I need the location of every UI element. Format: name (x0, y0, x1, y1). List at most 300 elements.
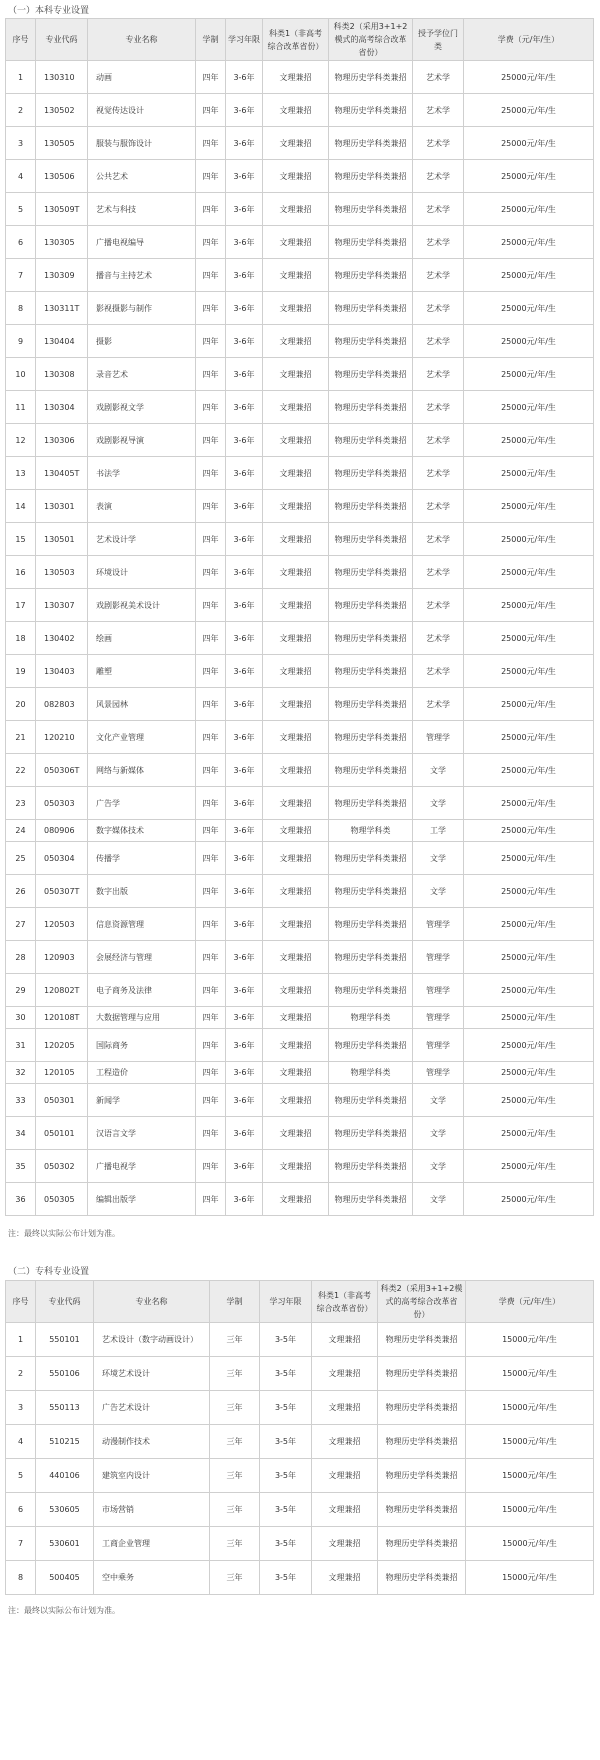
table-row (6, 1561, 594, 1595)
cell-system: 四年 (196, 875, 226, 908)
cell-years: 3-6年 (226, 908, 263, 941)
cell-years: 3-6年 (226, 754, 263, 787)
cell-cat1: 文理兼招 (263, 490, 329, 523)
cell-cat1: 文理兼招 (263, 1183, 329, 1216)
cell-seq: 9 (6, 325, 36, 358)
cell-system: 三年 (210, 1425, 260, 1459)
section1-title: （一）本科专业设置 (8, 6, 90, 16)
cell-degree: 艺术学 (413, 94, 464, 127)
cell-cat2: 物理历史学科类兼招 (329, 721, 413, 754)
cell-cat2: 物理历史学科类兼招 (329, 1150, 413, 1183)
cell-fee: 25000元/年/生 (464, 941, 594, 974)
cell-code: 130308 (36, 358, 88, 391)
cell-degree: 艺术学 (413, 259, 464, 292)
cell-cat2: 物理历史学科类兼招 (378, 1425, 466, 1459)
cell-system: 四年 (196, 787, 226, 820)
cell-code: 050302 (36, 1150, 88, 1183)
cell-years: 3-6年 (226, 94, 263, 127)
cell-system: 四年 (196, 622, 226, 655)
cell-years: 3-6年 (226, 1084, 263, 1117)
table-row (6, 1425, 594, 1459)
cell-years: 3-6年 (226, 490, 263, 523)
cell-years: 3-6年 (226, 226, 263, 259)
cell-fee: 25000元/年/生 (464, 1183, 594, 1216)
cell-years: 3-6年 (226, 358, 263, 391)
cell-cat2: 物理历史学科类兼招 (329, 908, 413, 941)
header-seq: 序号 (6, 19, 36, 61)
cell-fee: 15000元/年/生 (466, 1493, 594, 1527)
cell-cat2: 物理历史学科类兼招 (329, 226, 413, 259)
cell-degree: 艺术学 (413, 556, 464, 589)
cell-degree: 文学 (413, 787, 464, 820)
cell-years: 3-6年 (226, 688, 263, 721)
cell-code: 050303 (36, 787, 88, 820)
table-row (6, 259, 594, 292)
cell-fee: 25000元/年/生 (464, 688, 594, 721)
cell-cat1: 文理兼招 (263, 1117, 329, 1150)
cell-cat2: 物理历史学科类兼招 (329, 358, 413, 391)
cell-fee: 25000元/年/生 (464, 1150, 594, 1183)
cell-code: 130310 (36, 61, 88, 94)
header-code: 专业代码 (36, 19, 88, 61)
cell-years: 3-5年 (260, 1493, 312, 1527)
cell-cat1: 文理兼招 (263, 622, 329, 655)
cell-name: 动漫制作技术 (94, 1425, 210, 1459)
cell-code: 050304 (36, 842, 88, 875)
cell-years: 3-6年 (226, 1007, 263, 1029)
cell-cat1: 文理兼招 (263, 1062, 329, 1084)
cell-cat2: 物理历史学科类兼招 (329, 424, 413, 457)
cell-fee: 15000元/年/生 (466, 1391, 594, 1425)
cell-degree: 艺术学 (413, 589, 464, 622)
cell-cat1: 文理兼招 (263, 787, 329, 820)
cell-fee: 25000元/年/生 (464, 556, 594, 589)
cell-cat1: 文理兼招 (312, 1493, 378, 1527)
table-row (6, 1459, 594, 1493)
cell-cat2: 物理历史学科类兼招 (378, 1561, 466, 1595)
cell-code: 130306 (36, 424, 88, 457)
header-fee: 学费（元/年/生） (466, 1281, 594, 1323)
cell-system: 四年 (196, 688, 226, 721)
cell-code: 130304 (36, 391, 88, 424)
header-fee: 学费（元/年/生） (464, 19, 594, 61)
cell-seq: 28 (6, 941, 36, 974)
cell-seq: 13 (6, 457, 36, 490)
cell-code: 050305 (36, 1183, 88, 1216)
cell-years: 3-6年 (226, 941, 263, 974)
table-row (6, 1117, 594, 1150)
cell-seq: 16 (6, 556, 36, 589)
cell-cat2: 物理学科类 (329, 820, 413, 842)
cell-degree: 管理学 (413, 1007, 464, 1029)
cell-fee: 25000元/年/生 (464, 358, 594, 391)
table-row (6, 61, 594, 94)
table-row (6, 622, 594, 655)
cell-name: 汉语言文学 (88, 1117, 196, 1150)
cell-name: 网络与新媒体 (88, 754, 196, 787)
cell-degree: 文学 (413, 754, 464, 787)
cell-degree: 艺术学 (413, 490, 464, 523)
cell-seq: 14 (6, 490, 36, 523)
cell-seq: 10 (6, 358, 36, 391)
cell-name: 广播电视学 (88, 1150, 196, 1183)
cell-seq: 29 (6, 974, 36, 1007)
cell-seq: 1 (6, 1323, 36, 1357)
cell-degree: 管理学 (413, 941, 464, 974)
table-row (6, 1150, 594, 1183)
cell-system: 四年 (196, 358, 226, 391)
table-row (6, 226, 594, 259)
cell-code: 530605 (36, 1493, 94, 1527)
cell-seq: 32 (6, 1062, 36, 1084)
cell-fee: 15000元/年/生 (466, 1527, 594, 1561)
cell-name: 市场营销 (94, 1493, 210, 1527)
cell-seq: 27 (6, 908, 36, 941)
cell-code: 120903 (36, 941, 88, 974)
section2-note: 注：最终以实际公布计划为准。 (8, 1606, 120, 1615)
cell-cat1: 文理兼招 (263, 655, 329, 688)
cell-name: 建筑室内设计 (94, 1459, 210, 1493)
cell-code: 440106 (36, 1459, 94, 1493)
cell-name: 国际商务 (88, 1029, 196, 1062)
undergrad-majors-table (5, 18, 594, 1216)
cell-system: 四年 (196, 325, 226, 358)
cell-system: 四年 (196, 941, 226, 974)
cell-name: 戏剧影视导演 (88, 424, 196, 457)
table-row (6, 1357, 594, 1391)
cell-seq: 4 (6, 1425, 36, 1459)
cell-code: 130305 (36, 226, 88, 259)
cell-system: 四年 (196, 1084, 226, 1117)
cell-cat1: 文理兼招 (312, 1391, 378, 1425)
cell-code: 130311T (36, 292, 88, 325)
cell-cat1: 文理兼招 (263, 1029, 329, 1062)
cell-system: 四年 (196, 193, 226, 226)
cell-fee: 25000元/年/生 (464, 160, 594, 193)
cell-seq: 8 (6, 292, 36, 325)
cell-system: 四年 (196, 160, 226, 193)
cell-cat1: 文理兼招 (263, 908, 329, 941)
cell-cat1: 文理兼招 (312, 1527, 378, 1561)
cell-degree: 艺术学 (413, 391, 464, 424)
table-row (6, 1527, 594, 1561)
cell-cat1: 文理兼招 (263, 820, 329, 842)
cell-cat1: 文理兼招 (263, 358, 329, 391)
cell-years: 3-6年 (226, 1062, 263, 1084)
cell-cat2: 物理学科类 (329, 1007, 413, 1029)
cell-cat2: 物理历史学科类兼招 (329, 292, 413, 325)
cell-seq: 33 (6, 1084, 36, 1117)
cell-years: 3-6年 (226, 622, 263, 655)
cell-fee: 25000元/年/生 (464, 622, 594, 655)
cell-code: 130307 (36, 589, 88, 622)
cell-cat1: 文理兼招 (263, 292, 329, 325)
cell-code: 550113 (36, 1391, 94, 1425)
cell-cat1: 文理兼招 (263, 754, 329, 787)
cell-fee: 25000元/年/生 (464, 490, 594, 523)
cell-fee: 25000元/年/生 (464, 457, 594, 490)
cell-degree: 文学 (413, 875, 464, 908)
cell-degree: 文学 (413, 1084, 464, 1117)
cell-degree: 艺术学 (413, 424, 464, 457)
header-cat2: 科类2（采用3+1+2模式的高考综合改革省份） (378, 1281, 466, 1323)
cell-name: 绘画 (88, 622, 196, 655)
cell-years: 3-5年 (260, 1561, 312, 1595)
cell-seq: 19 (6, 655, 36, 688)
cell-cat2: 物理历史学科类兼招 (329, 875, 413, 908)
cell-cat2: 物理历史学科类兼招 (329, 787, 413, 820)
cell-years: 3-6年 (226, 787, 263, 820)
cell-years: 3-6年 (226, 1117, 263, 1150)
cell-seq: 6 (6, 226, 36, 259)
cell-code: 120105 (36, 1062, 88, 1084)
cell-seq: 20 (6, 688, 36, 721)
cell-code: 050301 (36, 1084, 88, 1117)
cell-cat2: 物理历史学科类兼招 (329, 391, 413, 424)
cell-degree: 管理学 (413, 721, 464, 754)
cell-seq: 26 (6, 875, 36, 908)
table-row (6, 1007, 594, 1029)
cell-cat2: 物理历史学科类兼招 (329, 457, 413, 490)
cell-name: 数字媒体技术 (88, 820, 196, 842)
cell-code: 130403 (36, 655, 88, 688)
cell-fee: 25000元/年/生 (464, 292, 594, 325)
cell-years: 3-6年 (226, 127, 263, 160)
cell-name: 艺术与科技 (88, 193, 196, 226)
cell-name: 动画 (88, 61, 196, 94)
cell-degree: 艺术学 (413, 358, 464, 391)
cell-degree: 工学 (413, 820, 464, 842)
cell-fee: 25000元/年/生 (464, 259, 594, 292)
cell-fee: 25000元/年/生 (464, 523, 594, 556)
cell-seq: 17 (6, 589, 36, 622)
header-name: 专业名称 (94, 1281, 210, 1323)
cell-system: 四年 (196, 589, 226, 622)
cell-cat1: 文理兼招 (263, 523, 329, 556)
table-row (6, 358, 594, 391)
table-row (6, 127, 594, 160)
cell-system: 四年 (196, 127, 226, 160)
cell-seq: 1 (6, 61, 36, 94)
cell-code: 500405 (36, 1561, 94, 1595)
table-row (6, 1391, 594, 1425)
cell-degree: 艺术学 (413, 193, 464, 226)
cell-system: 三年 (210, 1561, 260, 1595)
cell-fee: 15000元/年/生 (466, 1561, 594, 1595)
cell-years: 3-6年 (226, 61, 263, 94)
cell-code: 050306T (36, 754, 88, 787)
cell-degree: 艺术学 (413, 226, 464, 259)
cell-degree: 文学 (413, 842, 464, 875)
cell-degree: 管理学 (413, 1062, 464, 1084)
cell-name: 表演 (88, 490, 196, 523)
cell-system: 四年 (196, 226, 226, 259)
table-row (6, 820, 594, 842)
cell-code: 130502 (36, 94, 88, 127)
cell-system: 四年 (196, 1062, 226, 1084)
cell-seq: 15 (6, 523, 36, 556)
cell-seq: 5 (6, 193, 36, 226)
cell-seq: 18 (6, 622, 36, 655)
cell-cat1: 文理兼招 (263, 193, 329, 226)
cell-cat1: 文理兼招 (263, 160, 329, 193)
table-row (6, 391, 594, 424)
cell-cat2: 物理历史学科类兼招 (329, 523, 413, 556)
table-row (6, 875, 594, 908)
cell-name: 视觉传达设计 (88, 94, 196, 127)
cell-fee: 25000元/年/生 (464, 820, 594, 842)
cell-cat1: 文理兼招 (312, 1561, 378, 1595)
cell-cat2: 物理历史学科类兼招 (329, 1117, 413, 1150)
cell-seq: 21 (6, 721, 36, 754)
cell-fee: 25000元/年/生 (464, 61, 594, 94)
cell-seq: 25 (6, 842, 36, 875)
cell-seq: 12 (6, 424, 36, 457)
cell-code: 530601 (36, 1527, 94, 1561)
cell-fee: 25000元/年/生 (464, 1117, 594, 1150)
cell-cat2: 物理历史学科类兼招 (329, 842, 413, 875)
cell-code: 550101 (36, 1323, 94, 1357)
cell-seq: 36 (6, 1183, 36, 1216)
cell-system: 三年 (210, 1493, 260, 1527)
cell-name: 播音与主持艺术 (88, 259, 196, 292)
header-cat1: 科类1（非高考综合改革省份） (263, 19, 329, 61)
cell-system: 四年 (196, 1150, 226, 1183)
cell-cat1: 文理兼招 (263, 721, 329, 754)
cell-fee: 25000元/年/生 (464, 787, 594, 820)
cell-system: 四年 (196, 457, 226, 490)
cell-system: 四年 (196, 523, 226, 556)
cell-fee: 25000元/年/生 (464, 1007, 594, 1029)
cell-cat1: 文理兼招 (263, 457, 329, 490)
cell-fee: 15000元/年/生 (466, 1357, 594, 1391)
cell-cat2: 物理历史学科类兼招 (329, 655, 413, 688)
cell-name: 工商企业管理 (94, 1527, 210, 1561)
cell-cat1: 文理兼招 (263, 325, 329, 358)
cell-seq: 34 (6, 1117, 36, 1150)
cell-name: 广告学 (88, 787, 196, 820)
table-row (6, 655, 594, 688)
cell-years: 3-6年 (226, 1183, 263, 1216)
cell-cat1: 文理兼招 (263, 391, 329, 424)
cell-degree: 管理学 (413, 974, 464, 1007)
header-system: 学制 (210, 1281, 260, 1323)
table-header-row (6, 19, 594, 61)
cell-cat1: 文理兼招 (263, 1007, 329, 1029)
header-system: 学制 (196, 19, 226, 61)
cell-name: 书法学 (88, 457, 196, 490)
cell-system: 四年 (196, 721, 226, 754)
cell-cat2: 物理历史学科类兼招 (329, 941, 413, 974)
header-code: 专业代码 (36, 1281, 94, 1323)
cell-name: 广告艺术设计 (94, 1391, 210, 1425)
cell-fee: 25000元/年/生 (464, 1029, 594, 1062)
cell-years: 3-6年 (226, 1029, 263, 1062)
cell-system: 四年 (196, 94, 226, 127)
cell-name: 文化产业管理 (88, 721, 196, 754)
cell-seq: 35 (6, 1150, 36, 1183)
cell-system: 四年 (196, 908, 226, 941)
cell-years: 3-5年 (260, 1459, 312, 1493)
cell-cat1: 文理兼招 (263, 226, 329, 259)
cell-fee: 25000元/年/生 (464, 875, 594, 908)
table-row (6, 688, 594, 721)
cell-code: 082803 (36, 688, 88, 721)
table-row (6, 556, 594, 589)
cell-system: 四年 (196, 259, 226, 292)
cell-years: 3-5年 (260, 1323, 312, 1357)
cell-seq: 23 (6, 787, 36, 820)
cell-years: 3-6年 (226, 424, 263, 457)
cell-years: 3-5年 (260, 1527, 312, 1561)
cell-name: 新闻学 (88, 1084, 196, 1117)
cell-code: 120108T (36, 1007, 88, 1029)
cell-cat1: 文理兼招 (263, 842, 329, 875)
cell-system: 四年 (196, 490, 226, 523)
cell-name: 公共艺术 (88, 160, 196, 193)
table-row (6, 292, 594, 325)
cell-fee: 25000元/年/生 (464, 655, 594, 688)
cell-fee: 25000元/年/生 (464, 193, 594, 226)
cell-system: 四年 (196, 1183, 226, 1216)
cell-fee: 15000元/年/生 (466, 1323, 594, 1357)
cell-seq: 7 (6, 1527, 36, 1561)
table-row (6, 94, 594, 127)
cell-cat2: 物理历史学科类兼招 (329, 1029, 413, 1062)
header-seq: 序号 (6, 1281, 36, 1323)
table-row (6, 908, 594, 941)
cell-years: 3-6年 (226, 325, 263, 358)
cell-years: 3-6年 (226, 842, 263, 875)
table-row (6, 1084, 594, 1117)
cell-cat1: 文理兼招 (263, 589, 329, 622)
table-row (6, 974, 594, 1007)
cell-degree: 艺术学 (413, 655, 464, 688)
cell-fee: 25000元/年/生 (464, 842, 594, 875)
cell-name: 风景园林 (88, 688, 196, 721)
cell-seq: 24 (6, 820, 36, 842)
cell-code: 550106 (36, 1357, 94, 1391)
cell-code: 120503 (36, 908, 88, 941)
cell-degree: 文学 (413, 1150, 464, 1183)
cell-cat2: 物理历史学科类兼招 (329, 193, 413, 226)
cell-seq: 30 (6, 1007, 36, 1029)
cell-cat1: 文理兼招 (312, 1425, 378, 1459)
table-row (6, 1183, 594, 1216)
cell-fee: 15000元/年/生 (466, 1425, 594, 1459)
cell-cat2: 物理历史学科类兼招 (378, 1391, 466, 1425)
cell-seq: 3 (6, 1391, 36, 1425)
cell-degree: 艺术学 (413, 457, 464, 490)
cell-code: 130506 (36, 160, 88, 193)
cell-seq: 4 (6, 160, 36, 193)
cell-name: 影视摄影与制作 (88, 292, 196, 325)
cell-code: 130405T (36, 457, 88, 490)
cell-years: 3-6年 (226, 820, 263, 842)
table-row (6, 721, 594, 754)
cell-cat1: 文理兼招 (312, 1459, 378, 1493)
header-years: 学习年限 (260, 1281, 312, 1323)
table-row (6, 589, 594, 622)
cell-seq: 2 (6, 94, 36, 127)
cell-system: 四年 (196, 1029, 226, 1062)
table-row (6, 1323, 594, 1357)
cell-code: 050101 (36, 1117, 88, 1150)
cell-cat1: 文理兼招 (263, 424, 329, 457)
cell-name: 大数据管理与应用 (88, 1007, 196, 1029)
cell-cat2: 物理历史学科类兼招 (329, 974, 413, 1007)
cell-name: 广播电视编导 (88, 226, 196, 259)
